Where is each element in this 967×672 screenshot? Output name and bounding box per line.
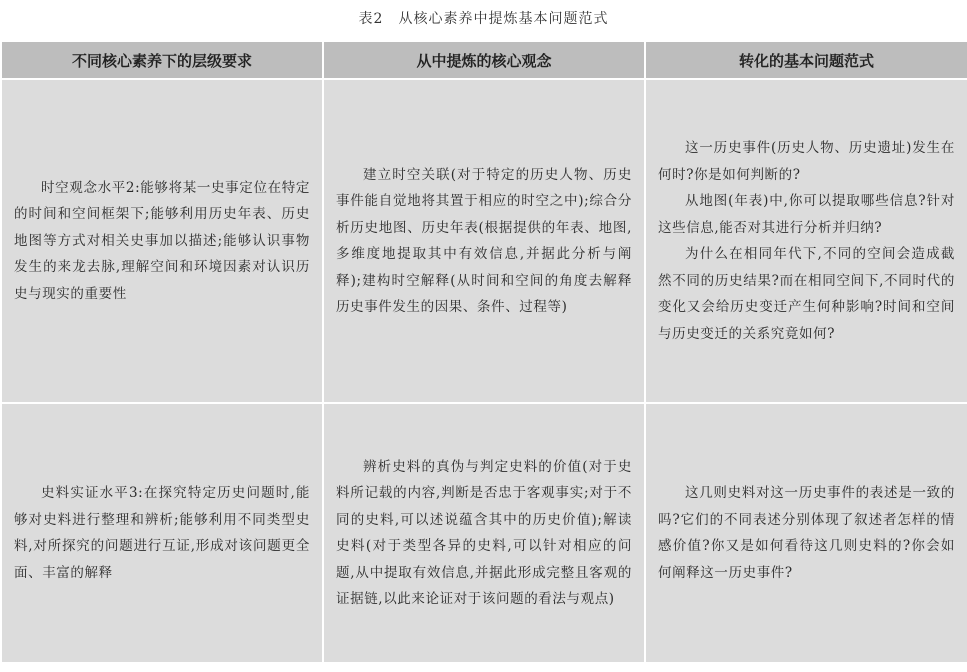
header-core-concepts: 从中提炼的核心观念 <box>324 42 644 78</box>
cell-core-concept <box>324 404 644 662</box>
header-question-paradigm: 转化的基本问题范式 <box>646 42 967 78</box>
cell-level-requirement <box>2 404 322 662</box>
core-literacy-table <box>0 40 967 664</box>
header-level-requirements: 不同核心素养下的层级要求 <box>2 42 322 78</box>
concept-text: 建立时空关联(对于特定的历史人物、历史事件能自觉地将其置于相应的时空之中);综合分析历史地图、历史年表(根据提供的年表、地图,多维度地提取其中有效信息,并据此分析与阐释);建构时空解释(从时间和空间的角度去解释历史事件发生的因果、条件、过程等) <box>336 166 632 315</box>
cell-question-paradigm <box>646 404 967 662</box>
table-row <box>2 80 967 402</box>
concept-text: 辨析史料的真伪与判定史料的价值(对于史料所记载的内容,判断是否忠于客观事实;对于不同的史料,可以述说蕴含其中的历史价值);解读史料(对于类型各异的史料,可以针对相应的问题,从中提取有效信息,并据此形成完整且客观的证据链,以此来论证对于该问题的看法与观点) <box>336 458 632 607</box>
table-caption: 表2 从核心素养中提炼基本问题范式 <box>358 11 609 27</box>
question-paragraph: 这一历史事件(历史人物、历史遗址)发生在何时?你是如何判断的? <box>658 140 955 183</box>
cell-question-paradigm <box>646 80 967 402</box>
cell-level-requirement <box>2 80 322 402</box>
question-paragraph: 这几则史料对这一历史事件的表述是一致的吗?它们的不同表述分别体现了叙述者怎样的情感价值?你又是如何看待这几则史料的?你会如何阐释这一历史事件? <box>658 485 955 581</box>
question-paragraph: 从地图(年表)中,你可以提取哪些信息?针对这些信息,能否对其进行分析并归纳? <box>658 193 955 236</box>
table-header-row <box>2 42 967 78</box>
question-paragraph: 为什么在相同年代下,不同的空间会造成截然不同的历史结果?而在相同空间下,不同时代的变化又会给历史变迁产生何种影响?时间和空间与历史变迁的关系究竟如何? <box>658 246 955 342</box>
table-row <box>2 404 967 662</box>
cell-core-concept <box>324 80 644 402</box>
level-text: 时空观念水平2:能够将某一史事定位在特定的时间和空间框架下;能够利用历史年表、历史地图等方式对相关史事加以描述;能够认识事物发生的来龙去脉,理解空间和环境因素对认识历史与现实的重要性 <box>14 179 310 302</box>
level-text: 史料实证水平3:在探究特定历史问题时,能够对史料进行整理和辨析;能够利用不同类型史料,对所探究的问题进行互证,形成对该问题更全面、丰富的解释 <box>14 485 310 581</box>
